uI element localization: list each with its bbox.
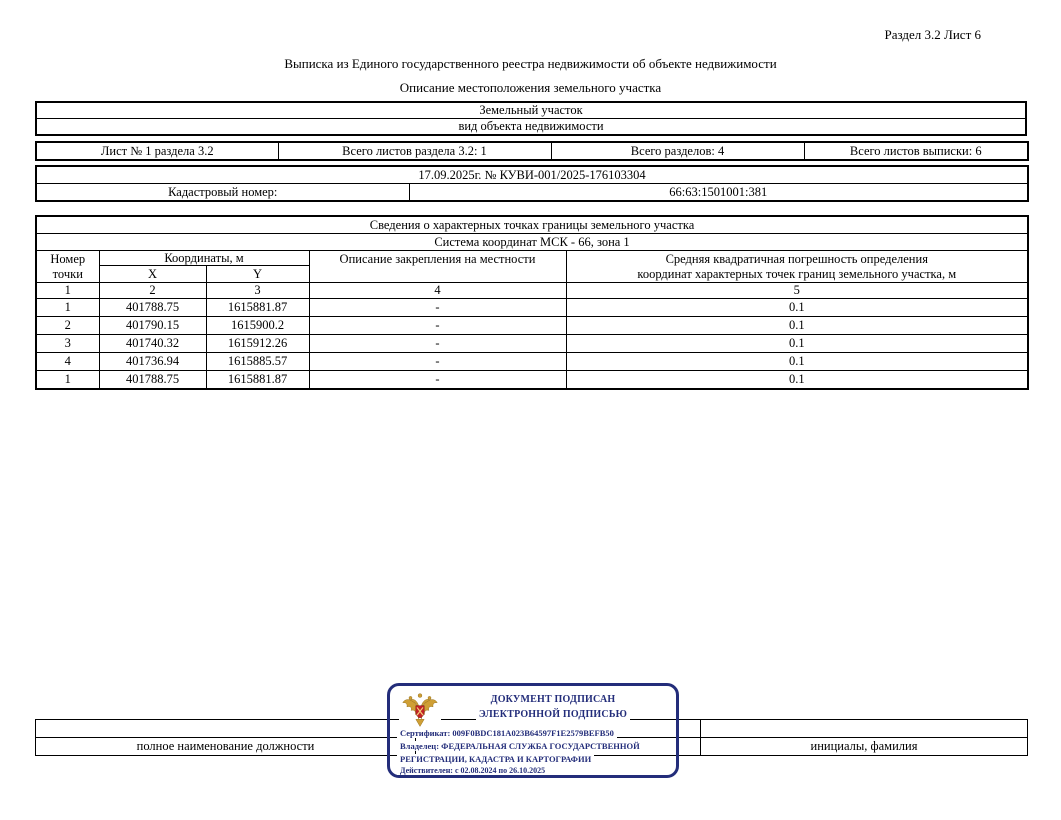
point-cell: - (309, 298, 566, 316)
point-row (36, 352, 1028, 370)
point-cell: 401788.75 (99, 298, 206, 316)
header-description: Описание закрепления на местности (309, 251, 566, 283)
signature-position-field (36, 720, 416, 738)
point-row (36, 334, 1028, 352)
point-cell: 2 (36, 316, 99, 334)
document-subtitle: Описание местоположения земельного участка (399, 80, 662, 95)
document-info-table (35, 165, 1029, 202)
point-cell: 0.1 (566, 316, 1028, 334)
header-x: X (99, 266, 206, 283)
point-cell: 0.1 (566, 370, 1028, 389)
stamp-owner-line1: Владелец: ФЕДЕРАЛЬНАЯ СЛУЖБА ГОСУДАРСТВЕННОЙ (397, 741, 643, 751)
point-cell: 0.1 (566, 334, 1028, 352)
point-cell: 3 (36, 334, 99, 352)
header-precision: Средняя квадратичная погрешность определения координат характерных точек границ земельного участка, м (566, 251, 1028, 283)
document-title: Выписка из Единого государственного реестра недвижимости об объекте недвижимости (284, 56, 777, 71)
point-cell: 1615900.2 (206, 316, 309, 334)
point-cell: 1 (36, 370, 99, 389)
total-sheets-cell: Всего листов выписки: 6 (804, 142, 1028, 160)
point-cell: 401740.32 (99, 334, 206, 352)
point-cell: - (309, 316, 566, 334)
object-type-caption: вид объекта недвижимости (36, 119, 1026, 136)
document-date-number: 17.09.2025г. № КУВИ-001/2025-176103304 (36, 166, 1028, 184)
stamp-title-line2: ЭЛЕКТРОННОЙ ПОДПИСЬЮ (433, 709, 673, 720)
sheet-info-table (35, 141, 1029, 161)
cadastral-number-value: 66:63:1501001:381 (409, 184, 1028, 202)
stamp-certificate: Сертификат: 009F0BDC181A023B64597F1E2579BEFB50 (397, 728, 617, 738)
header-y: Y (206, 266, 309, 283)
point-cell: 0.1 (566, 352, 1028, 370)
position-caption: полное наименование должности (36, 738, 416, 756)
coordinate-system: Система координат МСК - 66, зона 1 (36, 234, 1028, 251)
point-cell: 401788.75 (99, 370, 206, 389)
point-row (36, 370, 1028, 389)
point-row (36, 316, 1028, 334)
point-cell: - (309, 352, 566, 370)
point-cell: 1615912.26 (206, 334, 309, 352)
point-cell: 401790.15 (99, 316, 206, 334)
point-cell: - (309, 370, 566, 389)
sheet-number-cell: Лист № 1 раздела 3.2 (36, 142, 278, 160)
point-cell: 1615881.87 (206, 370, 309, 389)
stamp-owner-line2: РЕГИСТРАЦИИ, КАДАСТРА И КАРТОГРАФИИ (397, 754, 594, 764)
section-sheet-label: Раздел 3.2 Лист 6 (884, 27, 981, 42)
point-cell: 1615881.87 (206, 298, 309, 316)
sheets-in-section-cell: Всего листов раздела 3.2: 1 (278, 142, 551, 160)
point-cell: 4 (36, 352, 99, 370)
object-type-value: Земельный участок (36, 102, 1026, 119)
stamp-title-line1: ДОКУМЕНТ ПОДПИСАН (433, 694, 673, 705)
points-table-title: Сведения о характерных точках границы земельного участка (36, 216, 1028, 234)
points-table-body (36, 298, 1028, 389)
stamp-validity: Действителен: с 02.08.2024 по 26.10.2025 (397, 766, 548, 775)
point-cell: - (309, 334, 566, 352)
point-cell: 1615885.57 (206, 352, 309, 370)
object-type-table (35, 101, 1027, 136)
point-cell: 0.1 (566, 298, 1028, 316)
point-row (36, 298, 1028, 316)
point-cell: 1 (36, 298, 99, 316)
electronic-signature-stamp (387, 683, 679, 778)
total-sections-cell: Всего разделов: 4 (551, 142, 804, 160)
column-numbers-row: 1 2 3 4 5 (36, 283, 1028, 298)
cadastral-number-label: Кадастровый номер: (36, 184, 409, 202)
boundary-points-table (35, 215, 1029, 390)
header-coordinates: Координаты, м (99, 251, 309, 266)
header-point-number: Номер точки (36, 251, 99, 283)
name-caption: инициалы, фамилия (701, 738, 1028, 756)
signature-name-field (701, 720, 1028, 738)
point-cell: 401736.94 (99, 352, 206, 370)
